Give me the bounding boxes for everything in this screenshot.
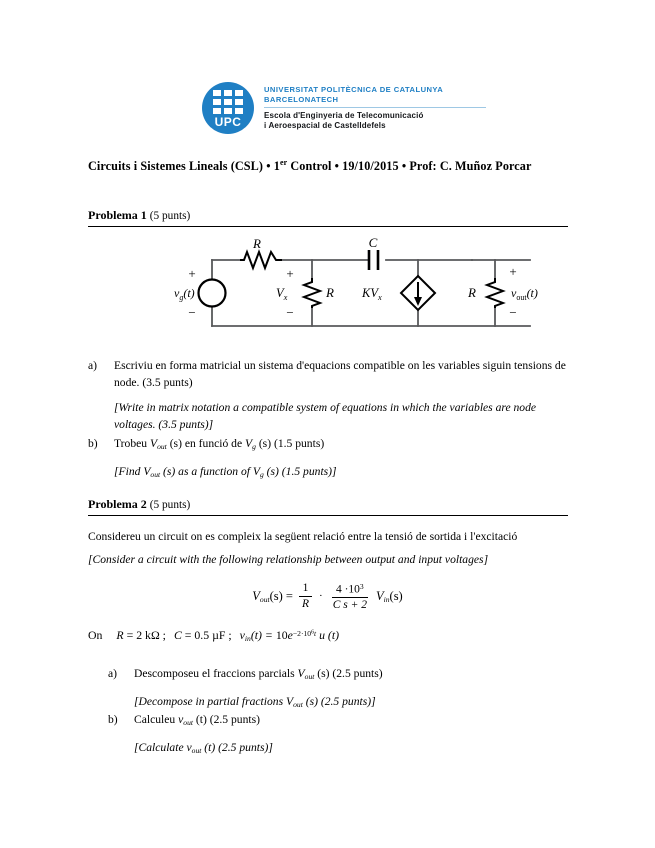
p1b-mid: (s) en funció de <box>166 437 246 450</box>
institution-header <box>202 82 492 140</box>
resistor-series-symbol <box>240 252 282 268</box>
label-source-voltage: $v_g(t)$ <box>174 286 195 302</box>
eq-frac2-numerator <box>332 580 368 598</box>
eq-multiplication-dot: · <box>319 590 323 603</box>
resistor-shunt-symbol <box>304 278 320 308</box>
polarity-minus-source: − <box>188 305 196 320</box>
p1b-prefix: Trobeu <box>114 437 150 450</box>
p1b-tr-var-out: V <box>143 465 151 479</box>
p2a-tr-var: V <box>286 695 294 709</box>
given-on-word: On <box>88 628 103 642</box>
equation-row <box>252 580 402 612</box>
p1b-tr-var-g-sub: g <box>259 470 264 480</box>
given-exponent <box>293 629 316 638</box>
header-divider <box>264 107 486 108</box>
p2b-var-sub: out <box>183 717 193 727</box>
given-exp-base: e <box>287 628 293 642</box>
title-sep-2: • <box>331 159 343 174</box>
label-node-voltage: $V_x$ <box>276 286 288 302</box>
eq-fraction-1 <box>298 582 313 611</box>
title-exam-number: 1 <box>273 159 280 174</box>
eq-rhs <box>376 589 403 604</box>
problem1-points: (5 punts) <box>149 210 191 222</box>
p2b-tr-prefix: [Calculate <box>134 741 187 755</box>
problem1-part-a-body <box>114 358 570 433</box>
title-exam-ordinal: er <box>279 158 288 167</box>
problem2-part-a-text <box>134 667 383 680</box>
problem2-part-b-translation <box>134 740 570 759</box>
upc-logo-grid <box>213 90 243 114</box>
title-professor: Prof: C. Muñoz Porcar <box>409 159 532 174</box>
eq-frac2-num-exponent: 3 <box>359 582 364 591</box>
given-step-function: u (t) <box>319 628 340 642</box>
problem2-part-b-body <box>134 712 570 760</box>
eq-lhs <box>252 589 293 604</box>
p2b-tr-suffix: (t) (2.5 punts)] <box>201 741 273 755</box>
p1b-var-out-sub: out <box>157 441 167 451</box>
p2a-tr-suffix: (s) (2.5 punts)] <box>302 695 376 709</box>
p1b-suffix: (s) (1.5 punts) <box>255 437 325 450</box>
eq-rhs-sub: in <box>383 594 390 604</box>
upc-logo-acronym: UPC <box>214 115 242 129</box>
polarity-plus-vx: + <box>286 266 294 281</box>
p1b-tr-suffix: (s) (1.5 punts)] <box>263 465 337 479</box>
eq-frac2-denominator: C s + 2 <box>332 599 367 612</box>
given-c-symbol: C <box>173 628 182 642</box>
label-capacitor: C <box>368 238 378 250</box>
p2a-tr-prefix: [Decompose in partial fractions <box>134 695 286 709</box>
eq-rhs-var: V <box>375 588 384 603</box>
polarity-minus-vx: − <box>286 305 294 320</box>
problem1-part-a-translation: [Write in matrix notation a compatible system of equations in which the variables are node voltages. (3.5 punts)] <box>114 401 537 431</box>
problem1-heading <box>88 208 568 227</box>
given-v-sub: in <box>244 633 251 643</box>
title-date: 19/10/2015 <box>342 159 399 174</box>
problem1-title: Problema 1 <box>88 208 147 222</box>
upc-logo-icon <box>202 82 254 134</box>
voltage-source-symbol <box>199 280 226 307</box>
problem2-intro-en: [Consider a circuit with the following relationship between output and input voltages] <box>88 553 489 566</box>
polarity-plus-source: + <box>188 266 196 281</box>
title-sep-3: • <box>398 159 410 174</box>
p1b-var-g: V <box>245 437 253 450</box>
polarity-plus-vout: + <box>509 264 517 279</box>
university-name-line1: UNIVERSITAT POLITÈCNICA DE CATALUNYA <box>264 85 444 94</box>
circuit-diagram <box>172 238 572 343</box>
school-name-line2: i Aeroespacial de Castelldefels <box>264 121 386 130</box>
problem2-title: Problema 2 <box>88 497 147 511</box>
p2a-var-sub: out <box>304 671 315 681</box>
problem2-part-a-label: a) <box>108 667 118 680</box>
p2b-tr-var-sub: out <box>191 746 202 756</box>
p2b-suffix: (t) (2.5 punts) <box>192 713 260 726</box>
problem2-intro-ca: Considereu un circuit on es compleix la següent relació entre la tensió de sortida i l'excitació <box>88 530 518 543</box>
given-v-arg: (t) = <box>250 628 273 642</box>
problem2-part-a-translation <box>134 694 570 713</box>
problem1-part-a-text: Escriviu en forma matricial un sistema d'equacions compatible on les variables siguin tensions de node. (3.5 punts) <box>114 359 566 389</box>
problem1-part-a-label: a) <box>88 359 98 372</box>
p1b-tr-var-g: V <box>252 465 260 479</box>
label-dependent-source: $KV_x$ <box>362 286 382 302</box>
p1b-tr-mid: (s) as a function of <box>160 465 253 479</box>
given-v-amplitude: 10 <box>275 628 288 642</box>
label-resistor-shunt: R <box>326 285 334 300</box>
problem1-part-a <box>88 358 570 433</box>
p2a-suffix: (s) (2.5 punts) <box>314 667 383 680</box>
problem2-heading <box>88 497 568 516</box>
problem2-given-values <box>88 628 339 643</box>
given-exponent-coef: −2·10 <box>292 628 312 638</box>
school-name-line1: Escola d'Enginyeria de Telecomunicació <box>264 110 424 120</box>
problem2-part-a-body <box>134 666 570 714</box>
capacitor-symbol <box>369 250 378 270</box>
problem2-part-a <box>108 666 570 714</box>
p2b-tr-var: v <box>186 741 192 755</box>
eq-lhs-arg: (s) = <box>269 588 293 603</box>
polarity-minus-vout: − <box>509 305 517 320</box>
label-resistor-series: R <box>253 238 261 251</box>
given-exponent-t: t <box>313 628 317 638</box>
title-sep-1: • <box>263 159 274 174</box>
resistor-output-symbol <box>487 278 503 308</box>
p1b-tr-prefix: [Find <box>114 465 144 479</box>
eq-frac1-den-var: R <box>301 597 310 610</box>
given-r-symbol: R <box>116 628 124 642</box>
given-exponent-power: 6 <box>311 629 314 636</box>
p1b-var-g-sub: g <box>252 441 256 451</box>
eq-fraction-2 <box>329 580 371 612</box>
p2a-tr-var-sub: out <box>293 700 303 710</box>
eq-rhs-arg: (s) <box>389 588 403 603</box>
given-c-value: = 0.5 µF ; <box>184 628 232 642</box>
problem2-part-b-label: b) <box>108 713 118 726</box>
problem1-part-b-label: b) <box>88 437 98 450</box>
label-output-voltage: $v_{out}(t)$ <box>511 286 538 302</box>
p1b-var-out: V <box>149 437 158 450</box>
university-name-line2: BARCELONATECH <box>264 94 339 104</box>
p2b-prefix: Calculeu <box>134 713 179 726</box>
eq-frac1-denominator <box>298 597 313 611</box>
title-course: Circuits i Sistemes Lineals (CSL) <box>88 159 264 174</box>
eq-frac1-numerator: 1 <box>299 582 313 597</box>
given-r-value: = 2 kΩ ; <box>126 628 166 642</box>
problem1-part-b-text <box>114 437 324 450</box>
given-v-symbol: v <box>239 628 245 642</box>
eq-lhs-sub: out <box>259 594 270 604</box>
p2a-var: V <box>297 667 305 680</box>
header-text-block <box>264 82 486 132</box>
problem1-part-b-body <box>114 436 570 484</box>
title-exam-word: Control <box>287 159 332 174</box>
problem2-equation <box>0 580 655 612</box>
problem2-part-b <box>108 712 570 760</box>
eq-frac2-num-base: 4 ·10 <box>335 583 360 596</box>
eq-lhs-var: V <box>252 588 260 603</box>
exam-title <box>88 158 568 174</box>
problem1-part-b <box>88 436 570 484</box>
dependent-current-source-symbol <box>401 276 435 310</box>
label-resistor-output: R <box>468 285 476 300</box>
problem1-part-b-translation <box>114 464 570 483</box>
problem2-points: (5 punts) <box>149 499 191 511</box>
p2a-prefix: Descomposeu el fraccions parcials <box>134 667 298 680</box>
p1b-tr-var-out-sub: out <box>150 470 161 480</box>
p2b-var: v <box>178 713 184 726</box>
problem2-part-b-text <box>134 713 260 726</box>
